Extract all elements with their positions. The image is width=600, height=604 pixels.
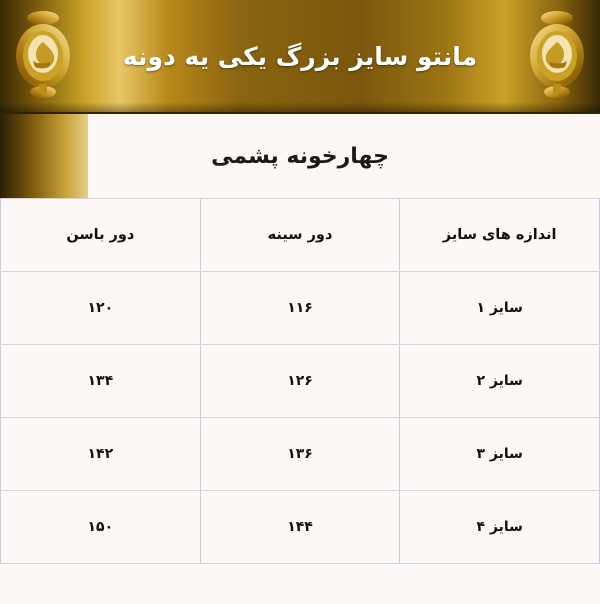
table-header-row (1, 199, 600, 272)
gold-emblem-icon-left (6, 8, 80, 104)
cell-size-label: سایز ۲ (400, 345, 600, 418)
column-header-size: اندازه های سایز (400, 199, 600, 272)
footer-space (0, 564, 600, 604)
subtitle-band (0, 114, 600, 198)
column-header-hip: دور باسن (1, 199, 201, 272)
cell-size-label: سایز ۳ (400, 418, 600, 491)
cell-size-label: سایز ۱ (400, 272, 600, 345)
column-header-bust: دور سینه (200, 199, 400, 272)
cell-bust-value: ۱۲۶ (200, 345, 400, 418)
size-table-wrapper (0, 198, 600, 564)
cell-hip-value: ۱۳۴ (1, 345, 201, 418)
cell-hip-value: ۱۴۲ (1, 418, 201, 491)
cell-bust-value: ۱۴۴ (200, 491, 400, 564)
gold-emblem-icon-right (520, 8, 594, 104)
cell-hip-value: ۱۲۰ (1, 272, 201, 345)
size-table (0, 198, 600, 564)
table-row (1, 345, 600, 418)
cell-bust-value: ۱۱۶ (200, 272, 400, 345)
header-banner (0, 0, 600, 114)
banner-title: مانتو سایز بزرگ یکی یه دونه (122, 41, 478, 71)
cell-bust-value: ۱۳۶ (200, 418, 400, 491)
table-row (1, 418, 600, 491)
cell-hip-value: ۱۵۰ (1, 491, 201, 564)
cell-size-label: سایز ۴ (400, 491, 600, 564)
product-subtitle: چهارخونه پشمی (211, 143, 389, 169)
table-row (1, 272, 600, 345)
table-row (1, 491, 600, 564)
